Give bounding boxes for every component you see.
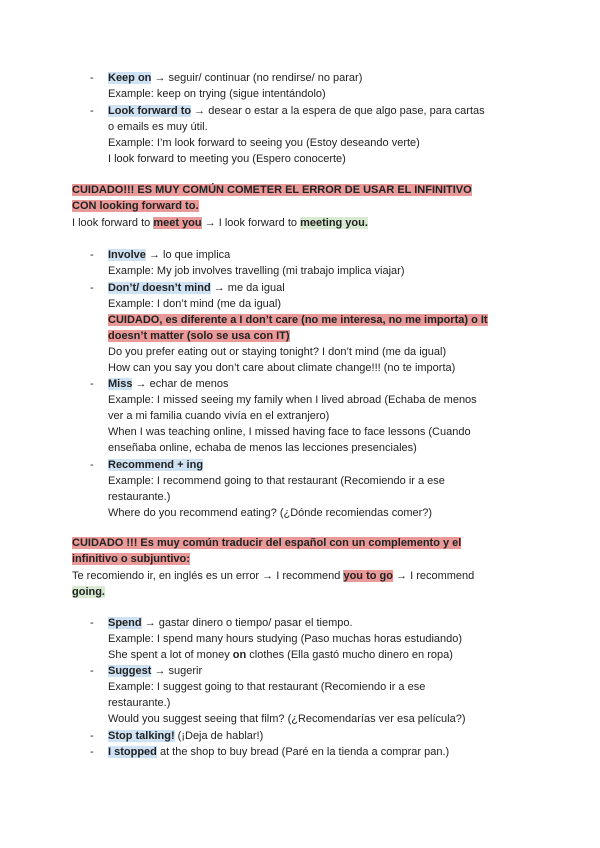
preposition-on: on [232, 649, 247, 661]
wrong-form: you to go [343, 570, 393, 582]
bullet-dash: - [90, 459, 94, 471]
example: When I was teaching online, I missed having face to face lessons (Cuando [108, 426, 471, 438]
suggest-line: Suggest → sugerir [108, 665, 203, 677]
example: Example: I don’t mind (me da igual) [108, 298, 282, 310]
term-look-forward-to: Look forward to [108, 105, 192, 117]
warning-note: CUIDADO, es diferente a I don’t care (no me interesa, no me importa) o It [108, 314, 488, 326]
term-miss: Miss [108, 378, 133, 390]
warning-note-cont: doesn’t matter (solo se usa con IT) [108, 330, 290, 342]
bullet-dash: - [90, 105, 94, 117]
bullet-dash: - [90, 282, 94, 294]
dont-mind-line: Don’t/ doesn’t mind → me da igual [108, 282, 285, 294]
recommend-line [108, 458, 203, 472]
bullet-dash: - [90, 730, 94, 742]
example: Where do you recommend eating? (¿Dónde recomiendas comer?) [108, 507, 433, 519]
arrow: → [194, 105, 206, 117]
warning-heading: CUIDADO !!! Es muy común traducir del español con un complemento y el [72, 537, 462, 549]
stop-talking-line: Stop talking! (¡Deja de hablar!) [108, 730, 264, 742]
term-stop-talking: Stop talking! [108, 730, 175, 742]
bullet-dash: - [90, 72, 94, 84]
example: Example: I spend many hours studying (Paso muchas horas estudiando) [108, 633, 463, 645]
example: How can you say you don’t care about climate change!!! (no te importa) [108, 362, 456, 374]
example: Example: I missed seeing my family when I lived abroad (Echaba de menos [108, 394, 477, 406]
bullet-dash: - [90, 617, 94, 629]
definition: seguir/ continuar (no rendirse/ no parar) [168, 72, 363, 84]
arrow: → [154, 72, 166, 84]
definition: desear o estar a la espera de que algo pase, para cartas [208, 105, 485, 117]
example: Example: I’m look forward to seeing you (Estoy deseando verte) [108, 137, 420, 149]
example: Example: I recommend going to that restaurant (Recomiendo ir a ese [108, 475, 445, 487]
correct-form: meeting you. [300, 217, 368, 229]
term-dont-mind: Don’t/ doesn’t mind [108, 282, 211, 294]
term-involve: Involve [108, 249, 146, 261]
example: Example: I suggest going to that restaurant (Recomiendo ir a ese [108, 681, 426, 693]
look-forward-line [108, 104, 485, 118]
term-i-stopped: I stopped [108, 746, 157, 758]
miss-line: Miss → echar de menos [108, 378, 229, 390]
example: Do you prefer eating out or staying tonight? I don’t mind (me da igual) [108, 346, 447, 358]
warning-example-cont [72, 585, 105, 599]
term-keep-on: Keep on [108, 72, 152, 84]
wrong-form: meet you [153, 217, 202, 229]
term-recommend-ing: Recommend + ing [108, 459, 204, 471]
involve-line: Involve → lo que implica [108, 249, 231, 261]
example-cont: restaurante.) [108, 697, 171, 709]
warning-example: Te recomiendo ir, en inglés es un error → I recommend you to go → I recommend [72, 570, 475, 582]
example-cont: ver a mi familia cuando vivía en el extranjero) [108, 410, 330, 422]
example-cont: enseñaba online, echaba de menos las lecciones presenciales) [108, 442, 417, 454]
bullet-dash: - [90, 665, 94, 677]
spend-line: Spend → gastar dinero o tiempo/ pasar el tiempo. [108, 617, 353, 629]
keep-on-line [108, 71, 362, 85]
warning-heading-cont: CON looking forward to. [72, 200, 199, 212]
example-cont: restaurante.) [108, 491, 171, 503]
example: Example: My job involves travelling (mi trabajo implica viajar) [108, 265, 405, 277]
bullet-dash: - [90, 746, 94, 758]
bullet-dash: - [90, 378, 94, 390]
warning-heading: CUIDADO!!! ES MUY COMÚN COMETER EL ERROR DE USAR EL INFINITIVO [72, 184, 472, 196]
example: She spent a lot of money on clothes (Ella gastó mucho dinero en ropa) [108, 649, 453, 661]
i-stopped-line: I stopped at the shop to buy bread (Paré en la tienda a comprar pan.) [108, 746, 450, 758]
example: Example: keep on trying (sigue intentándolo) [108, 88, 326, 100]
warning-heading-cont: infinitivo o subjuntivo: [72, 553, 190, 565]
term-suggest: Suggest [108, 665, 152, 677]
correct-form: going. [72, 586, 105, 598]
bullet-dash: - [90, 249, 94, 261]
term-spend: Spend [108, 617, 142, 629]
definition-cont: o emails es muy útil. [108, 121, 208, 133]
example: I look forward to meeting you (Espero conocerte) [108, 153, 346, 165]
warning-example: I look forward to meet you → I look forward to meeting you. [72, 217, 368, 229]
example: Would you suggest seeing that film? (¿Recomendarías ver esa película?) [108, 713, 466, 725]
